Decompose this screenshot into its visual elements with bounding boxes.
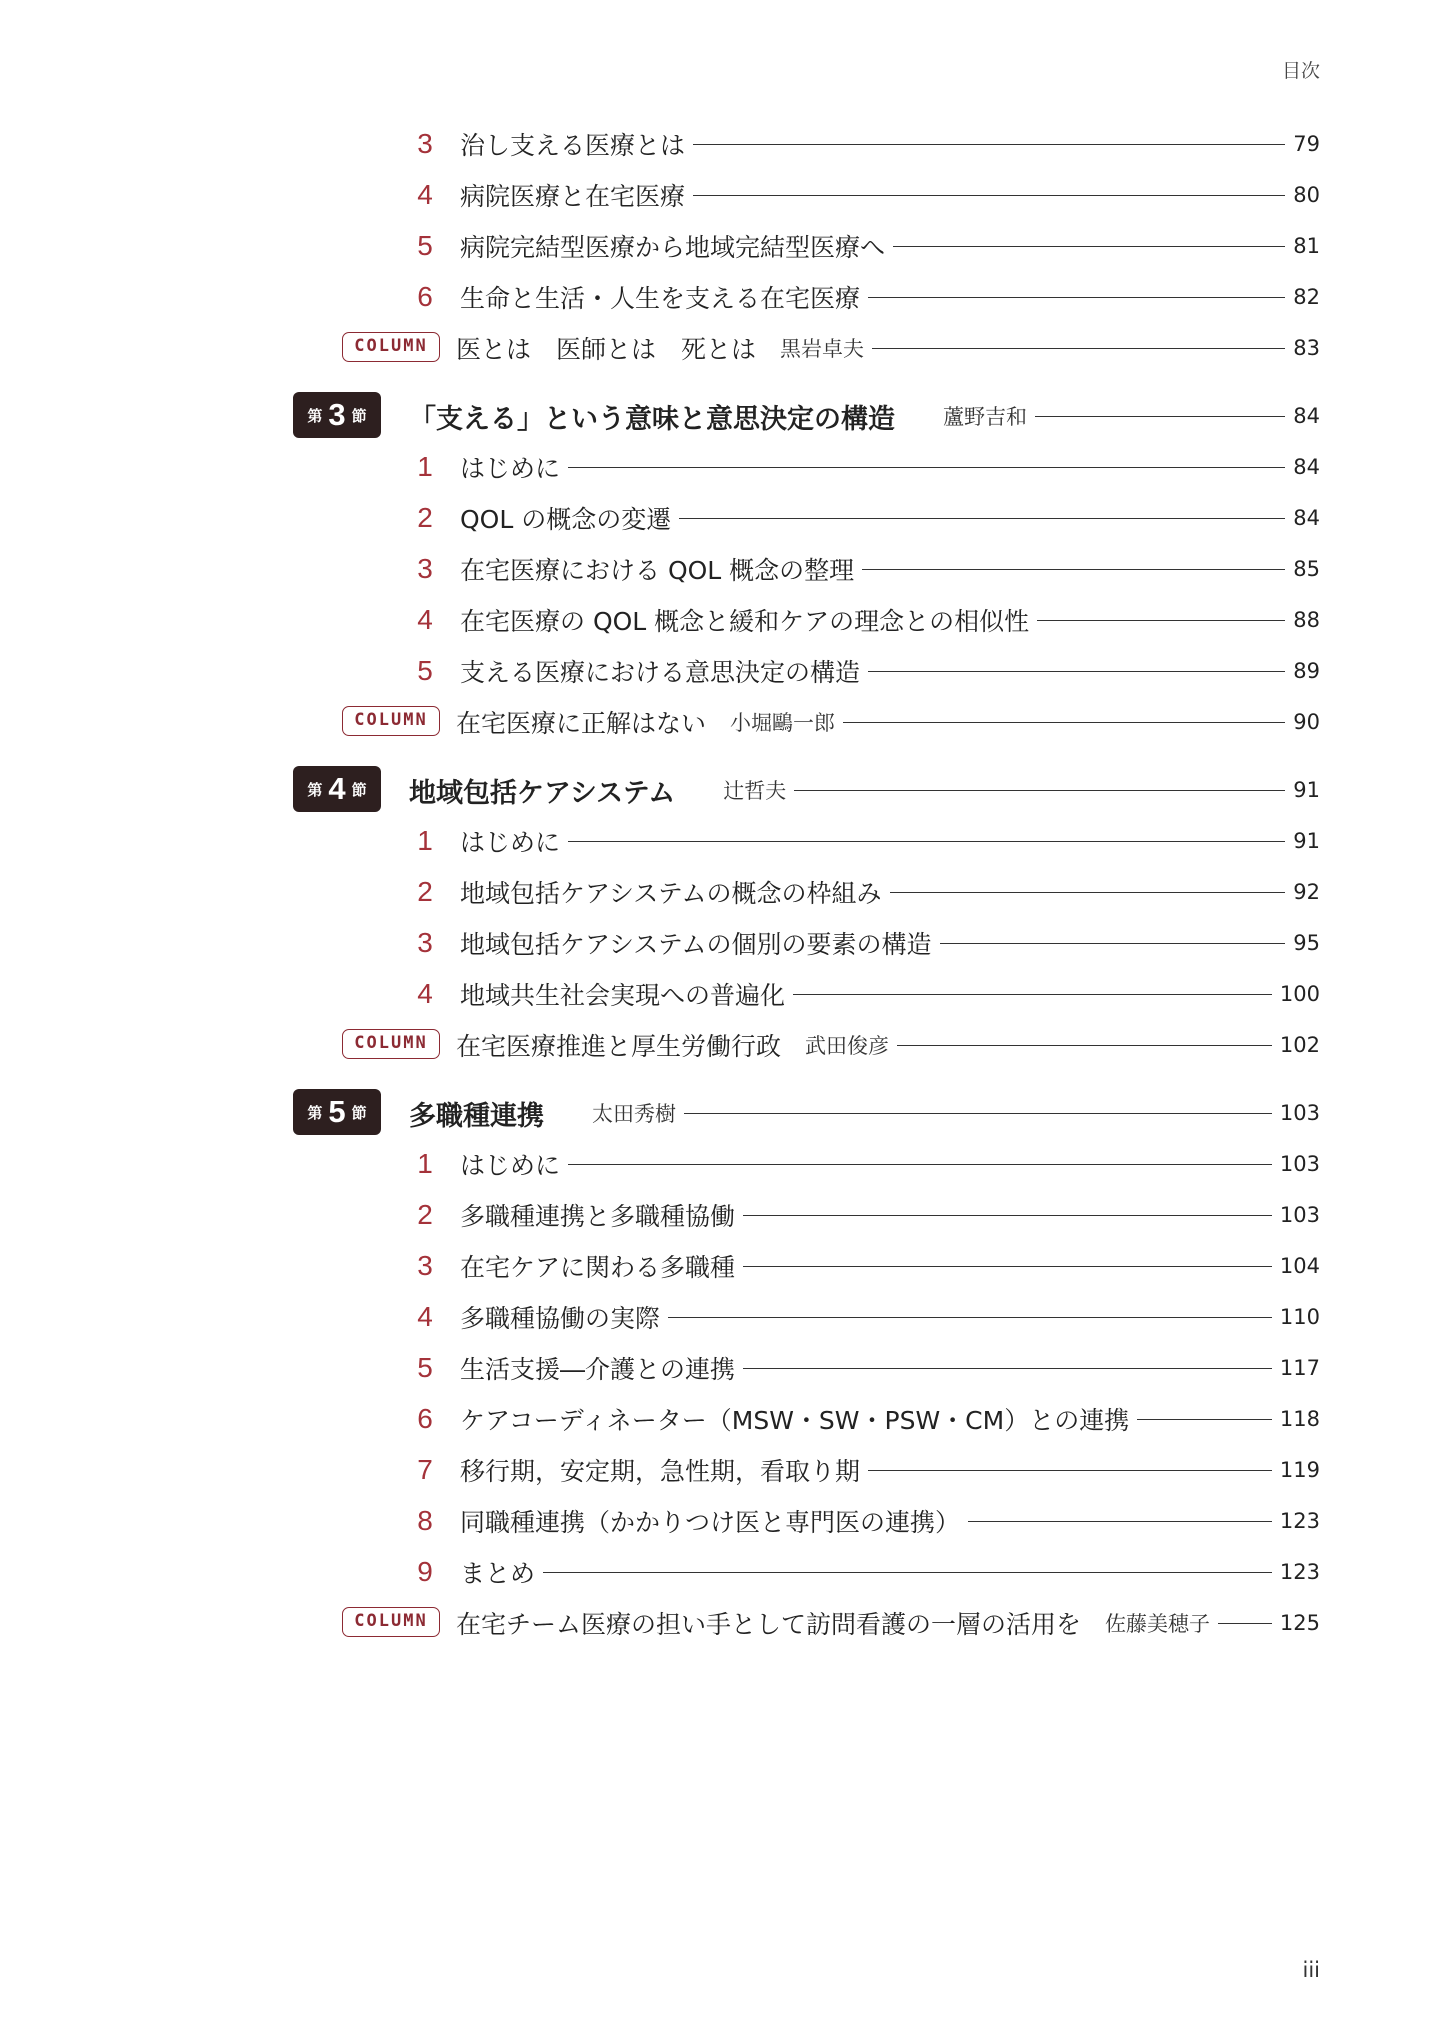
section-suffix: 節 [351,780,367,799]
section-number: 3 [328,397,346,432]
item-number: 5 [417,230,433,261]
leader-line [868,297,1285,298]
leader-line [794,790,1285,791]
entry-page-number: 103 [1279,1203,1320,1227]
toc-item-row[interactable] [0,169,1434,221]
entry-title: 医とは 医師とは 死とは [456,335,757,364]
entry-title: 地域包括ケアシステムの個別の要素の構造 [460,930,932,959]
entry-page-number: 118 [1279,1407,1320,1431]
toc-entry [460,169,1320,221]
entry-title: 「支える」という意味と意思決定の構造 [409,403,895,435]
item-number: 2 [417,876,433,907]
toc-entry [460,118,1320,170]
toc-item-row[interactable] [0,1342,1434,1394]
section-badge [293,1089,381,1135]
entry-page-number: 79 [1293,132,1320,156]
toc-item-row[interactable] [0,1546,1434,1598]
entry-page-number: 84 [1293,404,1320,428]
leader-line [568,1164,1272,1165]
toc-item-row[interactable] [0,271,1434,323]
entry-title: はじめに [460,454,561,483]
item-number: 3 [417,553,433,584]
entry-page-number: 82 [1293,285,1320,309]
toc-entry [460,220,1320,272]
entry-title: 地域包括ケアシステム [409,777,676,809]
toc-entry [460,1240,1320,1292]
toc-entry [460,1393,1320,1445]
entry-title: QOL の概念の変遷 [460,505,672,534]
entry-page-number: 119 [1279,1458,1320,1482]
entry-title: 病院完結型医療から地域完結型医療へ [460,233,886,262]
leader-line [968,1521,1272,1522]
toc-entry [456,696,1320,748]
entry-author: 黒岩卓夫 [780,337,865,361]
toc-section-row[interactable] [0,390,1434,442]
entry-title: 在宅医療に正解はない [456,709,707,738]
toc-entry [460,594,1320,646]
entry-page-number: 110 [1279,1305,1320,1329]
item-number: 3 [417,1250,433,1281]
entry-title: はじめに [460,1151,561,1180]
toc-entry [456,1019,1320,1071]
toc-item-row[interactable] [0,1291,1434,1343]
leader-line [868,1470,1272,1471]
section-suffix: 節 [351,1103,367,1122]
toc-item-row[interactable] [0,917,1434,969]
entry-title: はじめに [460,828,561,857]
entry-page-number: 92 [1293,880,1320,904]
entry-page-number: 90 [1293,710,1320,734]
leader-line [1137,1419,1272,1420]
item-number: 2 [417,1199,433,1230]
item-number: 4 [417,604,433,635]
item-number: 5 [417,1352,433,1383]
entry-title: 地域包括ケアシステムの概念の枠組み [460,879,882,908]
entry-title: 多職種協働の実際 [460,1304,661,1333]
page-number: iii [1302,1958,1320,1982]
toc-entry [460,492,1320,544]
toc-column-row[interactable] [0,1597,1434,1649]
toc-item-row[interactable] [0,441,1434,493]
entry-author: 太田秀樹 [592,1102,676,1126]
leader-line [1218,1623,1272,1624]
leader-line [743,1215,1272,1216]
running-header: 目次 [1281,60,1320,82]
toc-item-row[interactable] [0,1138,1434,1190]
toc-item-row[interactable] [0,1240,1434,1292]
leader-line [543,1572,1272,1573]
entry-title: 治し支える医療とは [460,131,686,160]
toc-item-row[interactable] [0,1393,1434,1445]
leader-line [893,246,1285,247]
entry-author: 蘆野吉和 [943,405,1027,429]
toc-entry [460,1138,1320,1190]
leader-line [743,1266,1272,1267]
leader-line [568,467,1285,468]
entry-page-number: 125 [1279,1611,1320,1635]
item-number: 1 [417,1148,433,1179]
toc-entry [456,322,1320,374]
leader-line [568,841,1285,842]
entry-title: 病院医療と在宅医療 [460,182,686,211]
toc-entry [460,1546,1320,1598]
column-badge: COLUMN [342,332,440,362]
toc-entry [460,645,1320,697]
section-prefix: 第 [307,406,323,425]
entry-page-number: 95 [1293,931,1320,955]
item-number: 4 [417,1301,433,1332]
entry-title: 在宅医療の QOL 概念と緩和ケアの理念との相似性 [460,607,1030,636]
toc-item-row[interactable] [0,1189,1434,1241]
toc-item-row[interactable] [0,543,1434,595]
toc-entry [460,815,1320,867]
toc-entry [460,441,1320,493]
section-badge [293,766,381,812]
leader-line [793,994,1272,995]
entry-page-number: 91 [1293,829,1320,853]
entry-author: 佐藤美穂子 [1105,1612,1211,1636]
leader-line [940,943,1286,944]
leader-line [743,1368,1272,1369]
leader-line [693,195,1285,196]
item-number: 2 [417,502,433,533]
item-number: 3 [417,927,433,958]
entry-page-number: 102 [1279,1033,1320,1057]
leader-line [872,348,1285,349]
item-number: 6 [417,281,433,312]
leader-line [693,144,1285,145]
toc-entry [460,543,1320,595]
toc-item-row[interactable] [0,968,1434,1020]
entry-title: ケアコーディネーター（MSW・SW・PSW・CM）との連携 [460,1406,1130,1435]
toc-item-row[interactable] [0,1444,1434,1496]
item-number: 1 [417,825,433,856]
leader-line [684,1113,1272,1114]
entry-author: 辻哲夫 [723,779,787,803]
entry-page-number: 85 [1293,557,1320,581]
toc-entry [460,1291,1320,1343]
leader-line [862,569,1285,570]
item-number: 3 [417,128,433,159]
toc-item-row[interactable] [0,815,1434,867]
column-badge: COLUMN [342,1029,440,1059]
column-badge: COLUMN [342,1607,440,1637]
toc-entry [409,1087,1320,1139]
entry-page-number: 103 [1279,1152,1320,1176]
entry-page-number: 91 [1293,778,1320,802]
toc-item-row[interactable] [0,118,1434,170]
section-prefix: 第 [307,780,323,799]
item-number: 8 [417,1505,433,1536]
entry-title: 多職種連携 [409,1100,544,1132]
item-number: 4 [417,978,433,1009]
toc-entry [409,764,1320,816]
entry-title: 支える医療における意思決定の構造 [460,658,861,687]
toc-entry [460,1189,1320,1241]
toc-section-row[interactable] [0,764,1434,816]
leader-line [668,1317,1272,1318]
entry-author: 武田俊彦 [805,1034,890,1058]
leader-line [890,892,1286,893]
entry-page-number: 88 [1293,608,1320,632]
toc-entry [460,1342,1320,1394]
item-number: 1 [417,451,433,482]
entry-page-number: 84 [1293,455,1320,479]
section-number: 4 [328,771,346,806]
toc-item-row[interactable] [0,220,1434,272]
entry-page-number: 123 [1279,1509,1320,1533]
entry-page-number: 103 [1279,1101,1320,1125]
entry-title: まとめ [460,1559,536,1588]
toc-entry [460,271,1320,323]
entry-title: 移行期，安定期，急性期，看取り期 [460,1457,861,1486]
entry-page-number: 117 [1279,1356,1320,1380]
leader-line [843,722,1285,723]
toc-item-row[interactable] [0,1495,1434,1547]
toc-item-row[interactable] [0,594,1434,646]
entry-title: 在宅医療推進と厚生労働行政 [456,1032,782,1061]
item-number: 4 [417,179,433,210]
toc-entry [460,917,1320,969]
toc-item-row[interactable] [0,866,1434,918]
leader-line [868,671,1285,672]
item-number: 9 [417,1556,433,1587]
entry-author: 小堀鷗一郎 [730,711,836,735]
toc-column-row[interactable] [0,696,1434,748]
toc-item-row[interactable] [0,645,1434,697]
entry-title: 在宅ケアに関わる多職種 [460,1253,736,1282]
entry-page-number: 104 [1279,1254,1320,1278]
entry-title: 生命と生活・人生を支える在宅医療 [460,284,861,313]
toc-entry [460,1444,1320,1496]
section-number: 5 [328,1094,346,1129]
leader-line [897,1045,1272,1046]
entry-title: 地域共生社会実現への普遍化 [460,981,786,1010]
entry-page-number: 100 [1279,982,1320,1006]
entry-page-number: 80 [1293,183,1320,207]
leader-line [1037,620,1285,621]
entry-page-number: 83 [1293,336,1320,360]
toc-section-row[interactable] [0,1087,1434,1139]
section-prefix: 第 [307,1103,323,1122]
leader-line [679,518,1285,519]
section-badge [293,392,381,438]
leader-line [1035,416,1285,417]
toc-entry [409,390,1320,442]
column-badge: COLUMN [342,706,440,736]
entry-page-number: 84 [1293,506,1320,530]
toc-column-row[interactable] [0,1019,1434,1071]
entry-page-number: 123 [1279,1560,1320,1584]
item-number: 5 [417,655,433,686]
entry-title: 同職種連携（かかりつけ医と専門医の連携） [460,1508,961,1537]
entry-title: 在宅チーム医療の担い手として訪問看護の一層の活用を [456,1610,1082,1639]
toc-entry [460,968,1320,1020]
toc-entry [460,1495,1320,1547]
item-number: 6 [417,1403,433,1434]
toc-column-row[interactable] [0,322,1434,374]
section-suffix: 節 [351,406,367,425]
toc-entry [460,866,1320,918]
entry-title: 在宅医療における QOL 概念の整理 [460,556,855,585]
entry-page-number: 89 [1293,659,1320,683]
entry-page-number: 81 [1293,234,1320,258]
item-number: 7 [417,1454,433,1485]
entry-title: 生活支援―介護との連携 [460,1355,736,1384]
toc-entry [456,1597,1320,1649]
entry-title: 多職種連携と多職種協働 [460,1202,736,1231]
toc-item-row[interactable] [0,492,1434,544]
